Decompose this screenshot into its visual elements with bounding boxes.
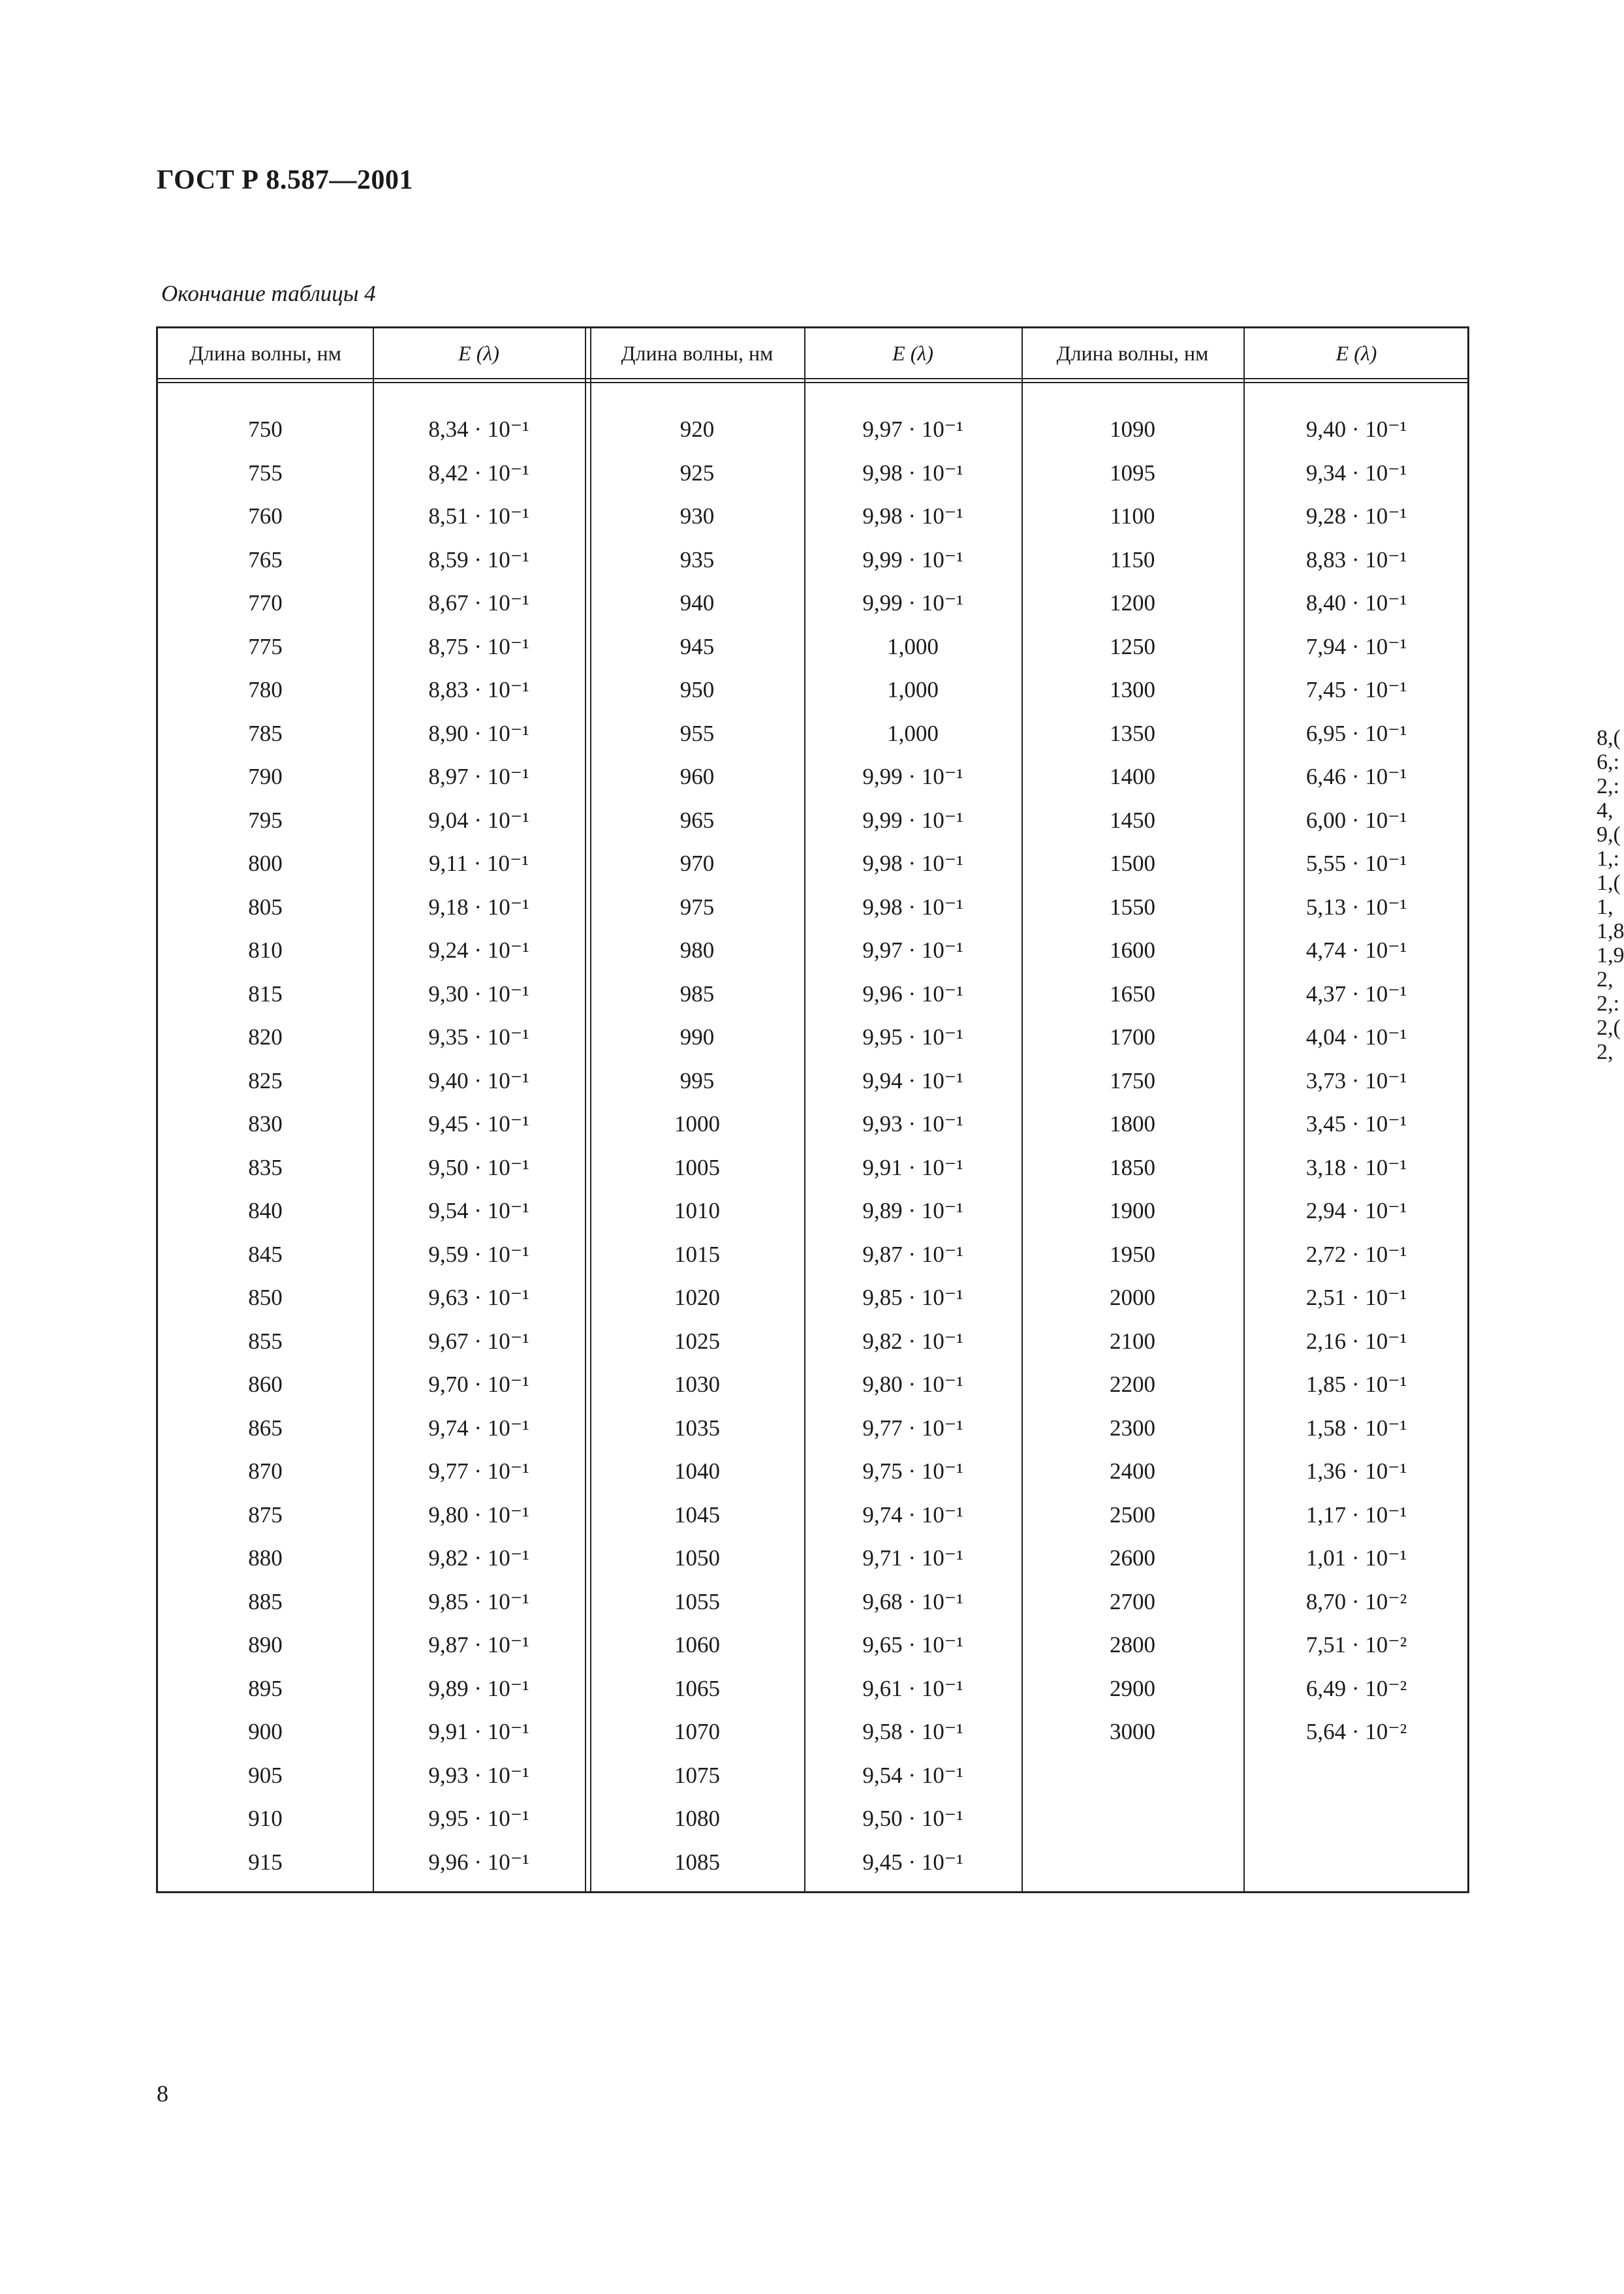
table-cell: 995 [679, 1067, 715, 1093]
table-cell: 9,50 · 10⁻¹ [862, 1806, 963, 1831]
table-cell: 9,54 · 10⁻¹ [428, 1198, 529, 1223]
table-cell: 1,000 [887, 677, 939, 702]
table-cell: 9,61 · 10⁻¹ [862, 1675, 963, 1701]
spectral-table [156, 326, 1469, 1893]
table-cell: 2300 [1110, 1415, 1155, 1441]
table-cell: 9,34 · 10⁻¹ [1305, 460, 1407, 486]
table-cell: 9,95 · 10⁻¹ [428, 1806, 529, 1831]
table-cell: 1,85 · 10⁻¹ [1305, 1372, 1407, 1397]
table-cell: 9,91 · 10⁻¹ [428, 1719, 529, 1744]
table-cell: 2200 [1110, 1372, 1155, 1397]
header-e-lambda-text: E (λ) [458, 341, 499, 365]
table-cell: 855 [248, 1328, 283, 1354]
table-cell: 1700 [1110, 1024, 1155, 1050]
table-cell: 8,42 · 10⁻¹ [428, 460, 529, 486]
table-cell: 9,87 · 10⁻¹ [428, 1632, 529, 1658]
table-cell: 7,45 · 10⁻¹ [1305, 677, 1407, 702]
table-cell: 975 [679, 894, 715, 920]
table-cell: 9,95 · 10⁻¹ [862, 1024, 963, 1050]
wavelength-column-2 [590, 413, 804, 1889]
table-cell: 1090 [1110, 416, 1155, 442]
table-cell: 9,87 · 10⁻¹ [862, 1241, 963, 1267]
table-cell: 5,13 · 10⁻¹ [1305, 894, 1407, 920]
table-cell: 1,36 · 10⁻¹ [1305, 1458, 1407, 1484]
table-cell: 9,65 · 10⁻¹ [862, 1632, 963, 1658]
table-cell: 925 [679, 460, 715, 486]
table-cell: 775 [248, 633, 283, 659]
table-cell: 960 [679, 764, 715, 789]
table-cell: 9,58 · 10⁻¹ [862, 1719, 963, 1744]
table-cell: 1010 [674, 1198, 720, 1223]
value-column-1 [373, 413, 585, 1889]
table-cell: 9,77 · 10⁻¹ [428, 1458, 529, 1484]
table-cell: 980 [679, 937, 715, 963]
table-cell: 2500 [1110, 1501, 1155, 1528]
table-cell: 835 [248, 1154, 283, 1180]
table-cell: 785 [248, 720, 283, 746]
table-cell: 9,96 · 10⁻¹ [862, 981, 963, 1007]
table-cell: 1800 [1110, 1111, 1155, 1137]
wavelength-column-3 [1022, 413, 1243, 1759]
table-cell: 8,90 · 10⁻¹ [428, 720, 529, 746]
table-cell: 9,70 · 10⁻¹ [428, 1372, 529, 1397]
table-cell: 2600 [1110, 1545, 1155, 1571]
table-cell: 9,30 · 10⁻¹ [428, 981, 529, 1007]
table-cell: 9,80 · 10⁻¹ [862, 1372, 963, 1397]
table-cell: 915 [248, 1849, 283, 1875]
bleed-through-column [1597, 726, 1624, 1064]
header-e-lambda-text: E (λ) [1335, 341, 1377, 365]
table-cell: 9,75 · 10⁻¹ [862, 1458, 963, 1484]
table-cell: 4,04 · 10⁻¹ [1305, 1024, 1407, 1050]
table-cell: 9,35 · 10⁻¹ [428, 1024, 529, 1050]
table-cell: 6,00 · 10⁻¹ [1305, 807, 1407, 833]
table-cell: 795 [248, 807, 283, 833]
table-cell: 9,82 · 10⁻¹ [428, 1545, 529, 1571]
table-cell: 1600 [1110, 937, 1155, 963]
table-cell: 1550 [1110, 894, 1155, 920]
table-cell: 1030 [674, 1372, 720, 1397]
table-cell: 9,99 · 10⁻¹ [862, 590, 963, 616]
table-cell: 8,59 · 10⁻¹ [428, 546, 529, 573]
table-cell: 865 [248, 1415, 283, 1441]
table-cell: 9,45 · 10⁻¹ [428, 1111, 529, 1137]
table-cell: 1900 [1110, 1198, 1155, 1223]
table-cell: 9,99 · 10⁻¹ [862, 807, 963, 833]
table-cell: 8,97 · 10⁻¹ [428, 764, 529, 789]
table-cell: 1,17 · 10⁻¹ [1305, 1501, 1407, 1528]
table-cell: 830 [248, 1111, 283, 1137]
table-cell: 1450 [1110, 807, 1155, 833]
table-cell: 760 [248, 503, 283, 529]
table-cell: 3000 [1110, 1719, 1155, 1744]
table-cell: 9,97 · 10⁻¹ [862, 937, 963, 963]
table-cell: 950 [679, 677, 715, 702]
table-cell: 1005 [674, 1154, 720, 1180]
table-cell: 8,40 · 10⁻¹ [1305, 590, 1407, 616]
table-cell: 9,24 · 10⁻¹ [428, 937, 529, 963]
table-cell: 1060 [674, 1632, 720, 1658]
table-cell: 1950 [1110, 1241, 1155, 1267]
table-cell: 9,98 · 10⁻¹ [862, 851, 963, 876]
table-cell: 780 [248, 677, 283, 702]
table-cell: 9,94 · 10⁻¹ [862, 1067, 963, 1093]
table-cell: 1250 [1110, 633, 1155, 659]
table-cell: 9,89 · 10⁻¹ [428, 1675, 529, 1701]
header-e-lambda-2 [804, 328, 1022, 378]
table-cell: 9,98 · 10⁻¹ [862, 460, 963, 486]
table-cell: 2,16 · 10⁻¹ [1305, 1328, 1407, 1354]
table-cell: 9,18 · 10⁻¹ [428, 894, 529, 920]
table-cell: 1055 [674, 1588, 720, 1614]
table-cell: 1065 [674, 1675, 720, 1701]
table-cell: 3,73 · 10⁻¹ [1305, 1067, 1407, 1093]
wavelength-column-1 [158, 413, 373, 1889]
table-cell: 3,45 · 10⁻¹ [1305, 1111, 1407, 1137]
table-cell: 9,97 · 10⁻¹ [862, 416, 963, 442]
table-cell: 845 [248, 1241, 283, 1267]
table-cell: 1020 [674, 1285, 720, 1310]
table-cell: 880 [248, 1545, 283, 1571]
table-cell: 1750 [1110, 1067, 1155, 1093]
table-cell: 1035 [674, 1415, 720, 1441]
table-cell: 1050 [674, 1545, 720, 1571]
bleed-through-text: 4, [1597, 798, 1614, 823]
table-cell: 4,74 · 10⁻¹ [1305, 937, 1407, 963]
table-cell: 8,83 · 10⁻¹ [1305, 546, 1407, 573]
table-cell: 890 [248, 1632, 283, 1658]
table-cell: 9,93 · 10⁻¹ [428, 1762, 529, 1788]
table-cell: 1080 [674, 1806, 720, 1831]
table-cell: 965 [679, 807, 715, 833]
table-cell: 750 [248, 416, 283, 442]
table-cell: 9,98 · 10⁻¹ [862, 894, 963, 920]
table-cell: 920 [679, 416, 715, 442]
table-cell: 5,55 · 10⁻¹ [1305, 851, 1407, 876]
table-cell: 9,59 · 10⁻¹ [428, 1241, 529, 1267]
bleed-through-text: 2,: [1597, 992, 1619, 1016]
bleed-through-text: 6,: [1597, 750, 1619, 774]
table-cell: 870 [248, 1458, 283, 1484]
table-cell: 2000 [1110, 1285, 1155, 1310]
table-cell: 9,63 · 10⁻¹ [428, 1285, 529, 1310]
table-cell: 985 [679, 981, 715, 1007]
table-cell: 860 [248, 1372, 283, 1397]
header-e-lambda-1 [373, 328, 585, 378]
table-cell: 8,67 · 10⁻¹ [428, 590, 529, 616]
bleed-through-text: 2,( [1597, 1016, 1621, 1040]
value-column-3 [1243, 413, 1469, 1759]
table-cell: 9,11 · 10⁻¹ [428, 851, 529, 876]
bleed-through-text: 2, [1597, 967, 1614, 992]
table-cell: 8,70 · 10⁻² [1305, 1588, 1407, 1614]
table-cell: 5,64 · 10⁻² [1305, 1719, 1407, 1744]
table-cell: 1040 [674, 1458, 720, 1484]
page-number: 8 [157, 2081, 168, 2107]
table-cell: 9,67 · 10⁻¹ [428, 1328, 529, 1354]
table-cell: 9,68 · 10⁻¹ [862, 1588, 963, 1614]
table-cell: 1200 [1110, 590, 1155, 616]
table-cell: 2,51 · 10⁻¹ [1305, 1285, 1407, 1310]
table-cell: 8,83 · 10⁻¹ [428, 677, 529, 702]
table-cell: 9,96 · 10⁻¹ [428, 1849, 529, 1875]
bleed-through-text: 2, [1597, 1040, 1614, 1064]
header-wavelength-1: Длина волны, нм [189, 341, 341, 365]
table-cell: 8,51 · 10⁻¹ [428, 503, 529, 529]
table-cell: 9,85 · 10⁻¹ [862, 1285, 963, 1310]
bleed-through-text: 1, [1597, 895, 1614, 919]
table-cell: 990 [679, 1024, 715, 1050]
bleed-through-text: 1,8 [1597, 919, 1624, 943]
bleed-through-text: 1,9 [1597, 943, 1624, 967]
table-cell: 1025 [674, 1328, 720, 1354]
table-caption: Окончание таблицы 4 [161, 281, 376, 306]
table-cell: 805 [248, 894, 283, 920]
table-cell: 9,98 · 10⁻¹ [862, 503, 963, 529]
header-double-rule [158, 382, 1467, 383]
table-cell: 1045 [674, 1501, 720, 1528]
table-cell: 945 [679, 633, 715, 659]
table-cell: 9,40 · 10⁻¹ [428, 1067, 529, 1093]
table-cell: 9,74 · 10⁻¹ [862, 1501, 963, 1528]
table-cell: 2,94 · 10⁻¹ [1305, 1198, 1407, 1223]
table-cell: 1015 [674, 1241, 720, 1267]
table-cell: 2400 [1110, 1458, 1155, 1484]
table-cell: 1100 [1110, 503, 1155, 529]
table-cell: 885 [248, 1588, 283, 1614]
table-cell: 9,04 · 10⁻¹ [428, 807, 529, 833]
table-cell: 1085 [674, 1849, 720, 1875]
table-cell: 875 [248, 1501, 283, 1528]
table-cell: 810 [248, 937, 283, 963]
table-cell: 9,82 · 10⁻¹ [862, 1328, 963, 1354]
table-cell: 1350 [1110, 720, 1155, 746]
table-cell: 940 [679, 590, 715, 616]
table-cell: 9,89 · 10⁻¹ [862, 1198, 963, 1223]
table-cell: 2800 [1110, 1632, 1155, 1658]
table-cell: 935 [679, 546, 715, 573]
table-cell: 905 [248, 1762, 283, 1788]
bleed-through-text: 1,: [1597, 847, 1619, 871]
table-cell: 970 [679, 851, 715, 876]
table-cell: 9,99 · 10⁻¹ [862, 764, 963, 789]
table-cell: 790 [248, 764, 283, 789]
table-cell: 765 [248, 546, 283, 573]
table-cell: 840 [248, 1198, 283, 1223]
table-cell: 4,37 · 10⁻¹ [1305, 981, 1407, 1007]
table-cell: 930 [679, 503, 715, 529]
table-cell: 755 [248, 460, 283, 486]
table-cell: 820 [248, 1024, 283, 1050]
table-cell: 1300 [1110, 677, 1155, 702]
table-cell: 1,58 · 10⁻¹ [1305, 1415, 1407, 1441]
table-cell: 1150 [1110, 546, 1155, 573]
table-cell: 955 [679, 720, 715, 746]
table-cell: 9,74 · 10⁻¹ [428, 1415, 529, 1441]
table-cell: 1095 [1110, 460, 1155, 486]
table-cell: 800 [248, 851, 283, 876]
table-cell: 9,85 · 10⁻¹ [428, 1588, 529, 1614]
table-cell: 1075 [674, 1762, 720, 1788]
table-cell: 2700 [1110, 1588, 1155, 1614]
table-cell: 9,93 · 10⁻¹ [862, 1111, 963, 1137]
table-cell: 1500 [1110, 851, 1155, 876]
table-cell: 9,80 · 10⁻¹ [428, 1501, 529, 1528]
table-cell: 815 [248, 981, 283, 1007]
table-cell: 770 [248, 590, 283, 616]
table-cell: 9,50 · 10⁻¹ [428, 1154, 529, 1180]
bleed-through-text: 1,( [1597, 871, 1621, 895]
header-e-lambda-3 [1243, 328, 1469, 378]
table-cell: 850 [248, 1285, 283, 1310]
table-cell: 1,000 [887, 633, 939, 659]
table-cell: 1070 [674, 1719, 720, 1744]
bleed-through-text: 2,: [1597, 774, 1619, 798]
table-cell: 1850 [1110, 1154, 1155, 1180]
table-cell: 9,28 · 10⁻¹ [1305, 503, 1407, 529]
header-wavelength-2: Длина волны, нм [621, 341, 773, 365]
table-cell: 1650 [1110, 981, 1155, 1007]
table-cell: 2100 [1110, 1328, 1155, 1354]
document-header: ГОСТ Р 8.587—2001 [157, 165, 413, 195]
table-cell: 2,72 · 10⁻¹ [1305, 1241, 1407, 1267]
table-cell: 6,49 · 10⁻² [1305, 1675, 1407, 1701]
table-cell: 8,34 · 10⁻¹ [428, 416, 529, 442]
table-cell: 1400 [1110, 764, 1155, 789]
table-cell: 1000 [674, 1111, 720, 1137]
table-cell: 9,77 · 10⁻¹ [862, 1415, 963, 1441]
table-cell: 825 [248, 1067, 283, 1093]
table-cell: 9,54 · 10⁻¹ [862, 1762, 963, 1788]
table-cell: 7,51 · 10⁻² [1305, 1632, 1407, 1658]
table-cell: 8,75 · 10⁻¹ [428, 633, 529, 659]
table-cell: 9,99 · 10⁻¹ [862, 546, 963, 573]
table-cell: 9,45 · 10⁻¹ [862, 1849, 963, 1875]
table-cell: 3,18 · 10⁻¹ [1305, 1154, 1407, 1180]
table-cell: 6,95 · 10⁻¹ [1305, 720, 1407, 746]
table-cell: 900 [248, 1719, 283, 1744]
bleed-through-text: 8,( [1597, 726, 1621, 750]
table-cell: 895 [248, 1675, 283, 1701]
header-wavelength-3: Длина волны, нм [1056, 341, 1209, 365]
table-cell: 1,000 [887, 720, 939, 746]
table-cell: 7,94 · 10⁻¹ [1305, 633, 1407, 659]
table-cell: 9,40 · 10⁻¹ [1305, 416, 1407, 442]
table-cell: 9,91 · 10⁻¹ [862, 1154, 963, 1180]
header-e-lambda-text: E (λ) [892, 341, 933, 365]
bleed-through-text: 9,( [1597, 823, 1621, 847]
table-cell: 1,01 · 10⁻¹ [1305, 1545, 1407, 1571]
table-cell: 910 [248, 1806, 283, 1831]
table-cell: 6,46 · 10⁻¹ [1305, 764, 1407, 789]
table-cell: 9,71 · 10⁻¹ [862, 1545, 963, 1571]
column-divider [585, 328, 586, 1891]
value-column-2 [804, 413, 1022, 1889]
table-cell: 2900 [1110, 1675, 1155, 1701]
